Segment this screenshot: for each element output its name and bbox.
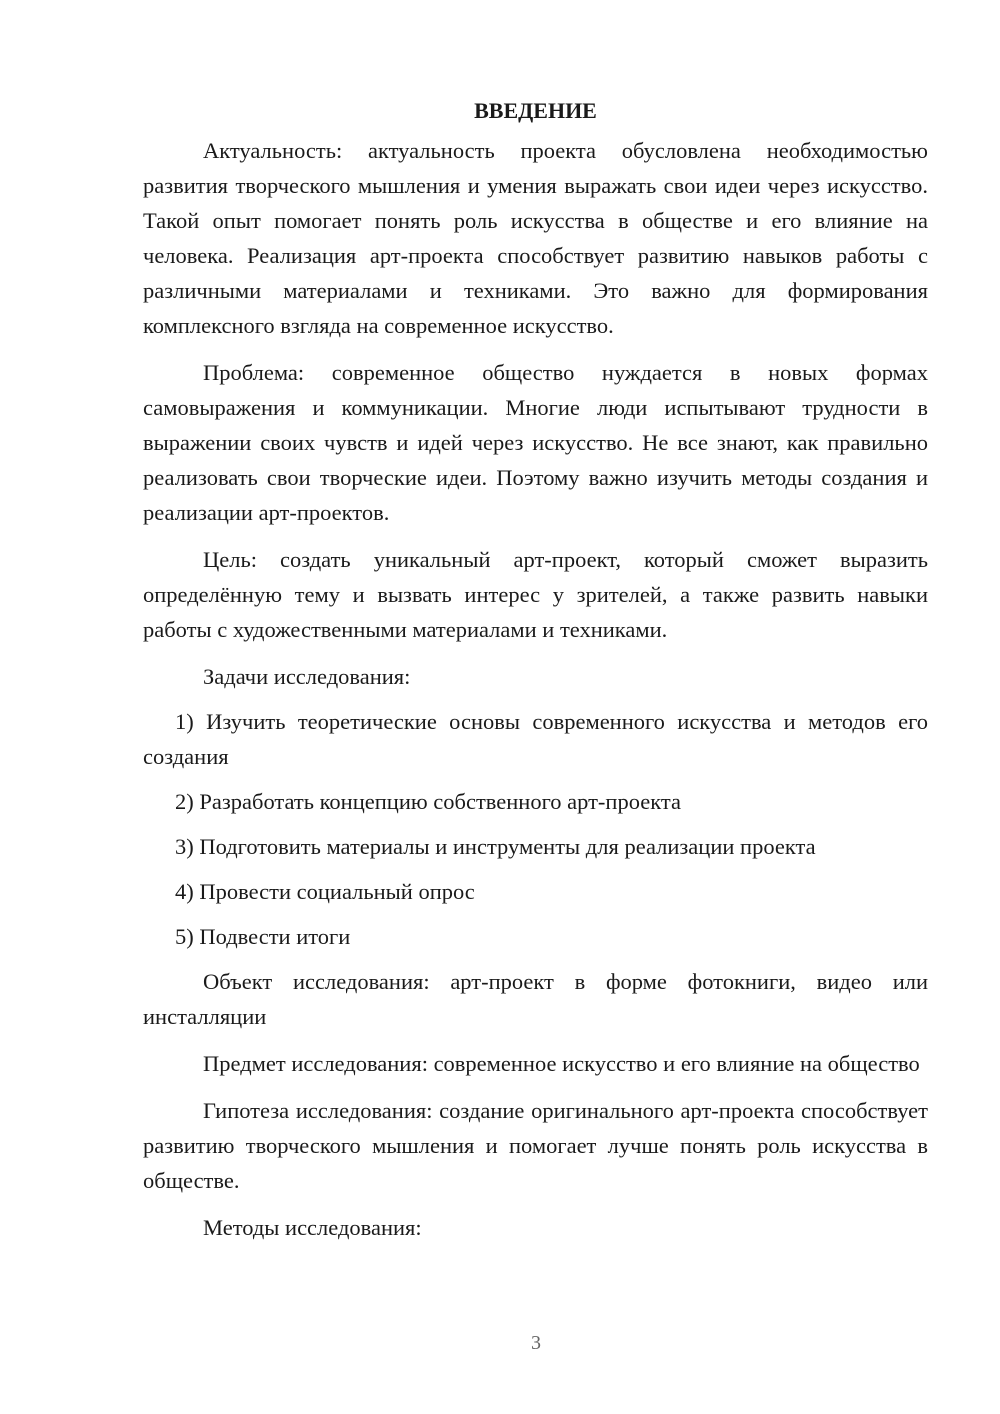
problem-paragraph: Проблема: современное общество нуждается в новых формах самовыражения и коммуникации. Многие люди испытывают трудности в выражении своих чувств и идей через искусство. Не все знают, как правильно реализовать свои творческие идеи. Поэтому важно изучить методы создания и реализации арт-проектов. bbox=[143, 360, 928, 525]
section-title: ВВЕДЕНИЕ bbox=[474, 98, 597, 123]
task-item-5: 5) Подвести итоги bbox=[175, 924, 351, 949]
tasks-heading: Задачи исследования: bbox=[203, 664, 411, 689]
hypothesis-paragraph: Гипотеза исследования: создание оригинального арт-проекта способствует развитию творческого мышления и помогает лучше понять роль искусства в обществе. bbox=[143, 1098, 928, 1193]
subject-paragraph: Предмет исследования: современное искусство и его влияние на общество bbox=[203, 1051, 920, 1076]
object-paragraph: Объект исследования: арт-проект в форме фотокниги, видео или инсталляции bbox=[143, 969, 928, 1029]
relevance-paragraph: Актуальность: актуальность проекта обусловлена необходимостью развития творческого мышления и умения выражать свои идеи через искусство. Такой опыт помогает понять роль искусства в обществе и его влияние на человека. Реализация арт-проекта способствует развитию навыков работы с различными материалами и техниками. Это важно для формирования комплексного взгляда на современное искусство. bbox=[143, 138, 928, 338]
document-page bbox=[143, 93, 928, 1255]
task-item-2: 2) Разработать концепцию собственного арт-проекта bbox=[175, 789, 681, 814]
methods-heading: Методы исследования: bbox=[203, 1215, 422, 1240]
task-item-1: 1) Изучить теоретические основы современного искусства и методов его создания bbox=[143, 709, 928, 769]
task-item-3: 3) Подготовить материалы и инструменты для реализации проекта bbox=[175, 834, 816, 859]
page-number: 3 bbox=[531, 1332, 541, 1354]
task-item-4: 4) Провести социальный опрос bbox=[175, 879, 475, 904]
tasks-list bbox=[143, 704, 928, 954]
goal-paragraph: Цель: создать уникальный арт-проект, который сможет выразить определённую тему и вызвать интерес у зрителей, а также развить навыки работы с художественными материалами и техниками. bbox=[143, 547, 928, 642]
